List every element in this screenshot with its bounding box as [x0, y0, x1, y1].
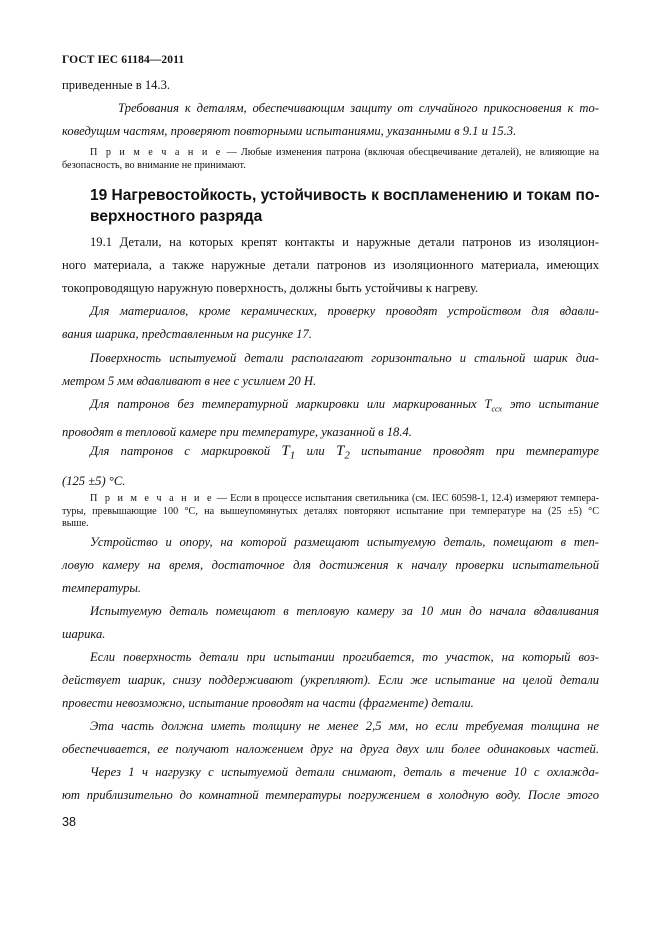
paragraph-marking-t1-t2	[62, 439, 599, 494]
text-fragment: испытание проводят при температуре	[349, 444, 600, 458]
symbol-t2: T	[335, 443, 345, 459]
text-line: метром 5 мм вдавливают в нее с усилием 20 Н.	[62, 374, 317, 388]
note-text: — Любые изменения патрона (включая обесцвечивание деталей), не влияющие на	[222, 147, 599, 158]
text-line: Испытуемую деталь помещают в тепловую камеру за 10 мин до начала вдавливания	[90, 604, 599, 618]
paragraph-no-marking	[62, 393, 599, 444]
note-label: П р и м е ч а н и е	[90, 493, 214, 504]
text-line: шарика.	[62, 627, 106, 641]
paragraph-thickness	[62, 715, 599, 761]
text-line	[62, 439, 599, 469]
paragraph-cooling	[62, 761, 599, 807]
text-line	[62, 393, 599, 421]
text-line: Если поверхность детали при испытании прогибается, то участок, на который воз-	[90, 650, 599, 664]
paragraph-test-part-placement	[62, 600, 599, 646]
note-text: — Если в процессе испытания светильника (см. IEC 60598-1, 12.4) измеряют темпера-	[213, 493, 599, 504]
text-line: обеспечивается, ее получают наложением друг на друга двух или более одинаковых частей.	[62, 742, 599, 756]
paragraph-protection-requirements	[62, 97, 599, 143]
paragraph-device-placement	[62, 531, 599, 600]
symbol-t1: T	[281, 443, 290, 459]
text-line: Эта часть должна иметь толщину не менее 2,5 мм, но если требуемая толщина не	[90, 719, 599, 733]
text-line: Для материалов, кроме керамических, проверку проводят устройством для вдавли-	[90, 304, 599, 318]
text-line: температуры.	[62, 581, 142, 595]
text-line: приведенные в 14.3.	[62, 78, 171, 92]
document-header: ГОСТ IEC 61184—2011	[62, 54, 185, 66]
text-line: вания шарика, представленным на рисунке 17.	[62, 327, 312, 341]
text-line: коведущим частям, проверяют повторными испытаниями, указанными в 9.1 и 15.3.	[62, 124, 517, 138]
paragraph-surface	[62, 347, 599, 393]
text-line: Требования к деталям, обеспечивающим защиту от случайного прикосновения к то-	[118, 101, 599, 115]
text-fragment: Для патронов без температурной маркировки или маркированных T	[90, 397, 492, 411]
paragraph-surface-bending	[62, 646, 599, 715]
paragraph-continuation	[62, 74, 599, 97]
note-1	[62, 147, 599, 172]
text-line: (125 ±5) °С.	[62, 473, 126, 488]
note-2	[62, 493, 599, 531]
text-line: ного материала, а также наружные детали патронов из изоляционного материала, имеющих	[62, 258, 599, 272]
text-line: ловую камеру на время, достаточное для достижения к началу проверки испытательной	[62, 558, 599, 572]
heading-line: 19 Нагревостойкость, устойчивость к воспламенению и токам по-	[90, 187, 600, 204]
text-line: Через 1 ч нагрузку с испытуемой детали снимают, деталь в течение 10 с охлажда-	[90, 765, 599, 779]
subscript: 2	[344, 449, 350, 462]
note-label: П р и м е ч а н и е	[90, 147, 223, 158]
note-line	[62, 147, 599, 160]
paragraph-materials	[62, 300, 599, 346]
text-line: провести невозможно, испытание проводят на части (фрагменте) детали.	[62, 696, 474, 710]
text-line: 19.1 Детали, на которых крепят контакты и наружные детали патронов из изоляцион-	[90, 235, 599, 249]
text-line: действует шарик, снизу поддерживают (укрепляют). Если же испытание на целой детали	[62, 673, 599, 687]
text-line: Поверхность испытуемой детали располагают горизонтально и стальной шарик диа-	[90, 351, 599, 365]
note-line: выше.	[62, 518, 89, 529]
text-line: Устройство и опору, на которой размещают испытуемую деталь, помещают в теп-	[90, 535, 599, 549]
text-fragment: это испытание	[502, 397, 600, 411]
text-fragment: или	[295, 444, 336, 458]
note-line: туры, превышающие 100 °С, на вышеупомянутых деталях повторяют испытание при температуре на (25 ±5) °С	[62, 505, 599, 517]
note-line: безопасность, во внимание не принимают.	[62, 159, 246, 171]
section-heading-19	[62, 185, 600, 227]
subscript: 1	[289, 449, 296, 462]
heading-line: верхностного разряда	[90, 208, 263, 225]
page-number: 38	[62, 815, 76, 829]
text-line: ют приблизительно до комнатной температуры погружением в холодную воду. После этого	[62, 788, 599, 802]
text-line: токопроводящую наружную поверхность, должны быть устойчивы к нагреву.	[62, 281, 479, 295]
subscript: ccx	[491, 404, 503, 414]
note-line	[62, 493, 599, 506]
paragraph-19-1	[62, 231, 599, 300]
text-line: проводят в тепловой камере при температуре, указанной в 18.4.	[62, 424, 412, 439]
text-fragment: Для патронов с маркировкой	[90, 444, 282, 458]
